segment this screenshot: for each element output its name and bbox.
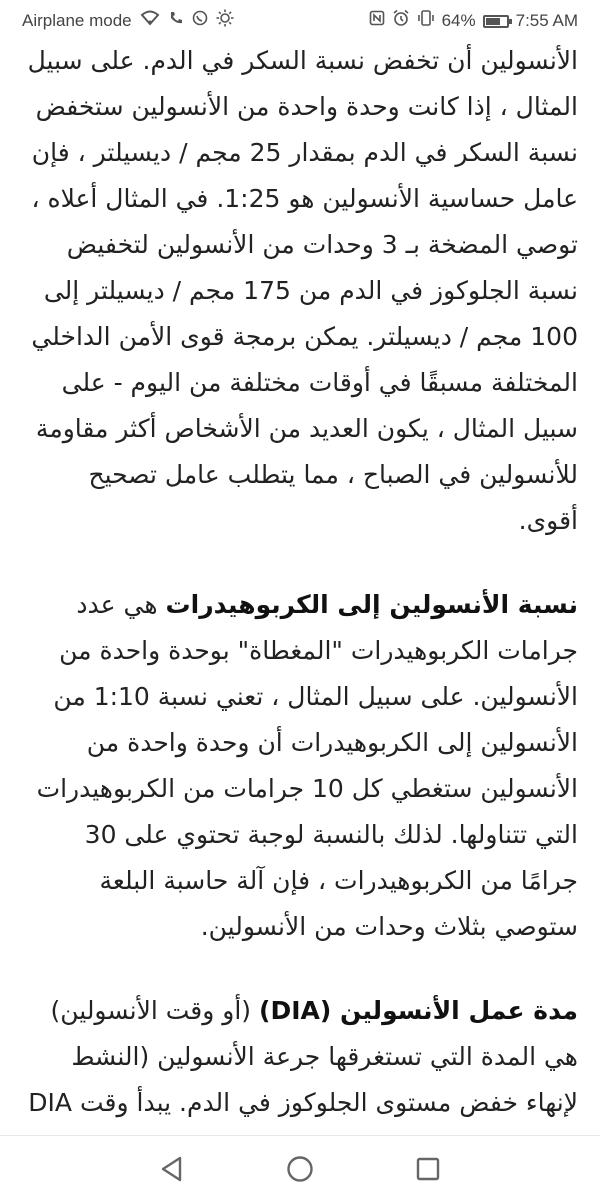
recent-apps-icon[interactable] (413, 1154, 443, 1184)
term-dia: مدة عمل الأنسولين (DIA) (259, 996, 578, 1025)
status-bar (0, 0, 600, 40)
paragraph-insulin-sensitivity: الأنسولين أن تخفض نسبة السكر في الدم. على سبيل المثال ، إذا كانت وحدة واحدة من الأنسولين ستخفض نسبة السكر في الدم بمقدار 25 مجم / ديسيلتر ، فإن عامل حساسية الأنسولين هو 1:25. في المثال أعلاه ، توصي المضخة بـ 3 وحدات من الأنسولين لتخفيض نسبة الجلوكوز في الدم من 175 مجم / ديسيلتر إلى 100 مجم / ديسيلتر. يمكن برمجة قوى الأمن الداخلي المختلفة مسبقًا في أوقات مختلفة من اليوم - على سبيل المثال ، يكون العديد من الأشخاص أكثر مقاومة للأنسولين في الصباح ، مما يتطلب عامل تصحيح أقوى. (27, 46, 578, 535)
back-icon[interactable] (157, 1154, 187, 1184)
status-right (369, 9, 578, 33)
battery-icon (483, 15, 509, 28)
whatsapp-icon (192, 10, 208, 32)
alarm-icon (392, 9, 410, 33)
vibrate-icon (417, 10, 435, 32)
paragraph-insulin-carb-ratio (22, 582, 578, 950)
airplane-mode-label: Airplane mode (22, 11, 132, 30)
wifi-icon (140, 10, 160, 32)
navigation-bar (0, 1135, 600, 1200)
term-insulin-carb-ratio: نسبة الأنسولين إلى الكربوهيدرات (165, 590, 578, 619)
battery-percent: 64% (441, 11, 476, 30)
status-left (22, 9, 234, 33)
paragraph-dia-text: (أو وقت الأنسولين) هي المدة التي تستغرقها جرعة الأنسولين (النشط لإنهاء خفض مستوى الجلوكوز في الدم. يبدأ وقت DIA (28, 996, 578, 1117)
clock: 7:55 AM (515, 11, 578, 30)
article-body (22, 38, 578, 1136)
phone-icon (168, 10, 184, 32)
nfc-icon (369, 10, 385, 32)
paragraph-insulin-carb-ratio-text: هي عدد جرامات الكربوهيدرات "المغطاة" بوحدة واحدة من الأنسولين. على سبيل المثال ، تعني نسبة 1:10 من الأنسولين إلى الكربوهيدرات أن وحدة واحدة من الأنسولين ستغطي كل 10 جرامات من الكربوهيدرات التي تتناولها. لذلك بالنسبة لوجبة تحتوي على 30 جرامًا من الكربوهيدرات ، فإن آلة حاسبة البلعة ستوصي بثلاث وحدات من الأنسولين. (36, 590, 578, 941)
home-icon[interactable] (285, 1154, 315, 1184)
brightness-icon (216, 9, 234, 33)
